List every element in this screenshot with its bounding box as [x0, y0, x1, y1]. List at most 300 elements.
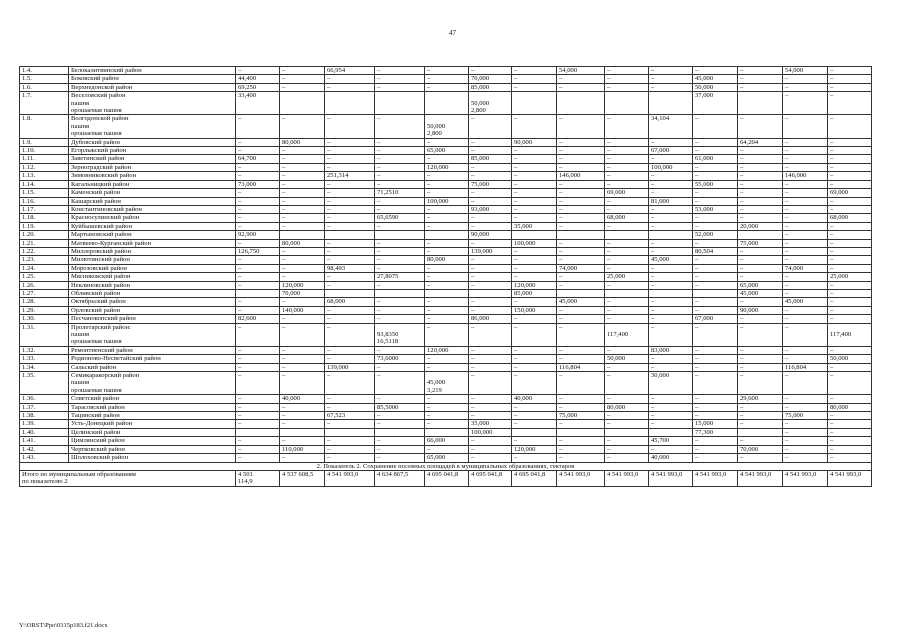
value-cell: –: [693, 197, 738, 205]
value-cell: 82,600: [236, 315, 280, 323]
value-cell: –: [557, 346, 605, 354]
district-name: Советский район: [69, 395, 236, 403]
value-cell: –: [783, 75, 828, 83]
row-number: 1.39.: [20, 420, 69, 428]
district-name: Миллеровский район: [69, 247, 236, 255]
value-cell: –: [828, 306, 872, 314]
value-cell: –: [236, 323, 280, 346]
row-number: 1.16.: [20, 197, 69, 205]
value-cell: –: [512, 298, 557, 306]
value-cell: –: [512, 315, 557, 323]
value-cell: –: [280, 67, 325, 75]
table-row: [20, 306, 872, 314]
value-cell: 140,000: [280, 306, 325, 314]
district-name: Тацинский район: [69, 412, 236, 420]
value-cell: [425, 428, 469, 436]
value-cell: 83,000: [649, 346, 693, 354]
value-cell: –: [236, 445, 280, 453]
value-cell: –: [512, 247, 557, 255]
value-cell: 45,000: [738, 289, 783, 297]
value-cell: –: [783, 256, 828, 264]
value-cell: 120,000: [512, 281, 557, 289]
value-cell: –: [425, 323, 469, 346]
value-cell: –: [738, 363, 783, 371]
value-cell: –: [280, 346, 325, 354]
value-cell: –: [605, 454, 649, 462]
value-cell: –: [236, 395, 280, 403]
district-name: Сальский район: [69, 363, 236, 371]
value-cell: 44,400: [236, 75, 280, 83]
value-cell: –: [469, 67, 512, 75]
data-table: [19, 66, 872, 487]
value-cell: 74,000: [783, 264, 828, 272]
value-cell: –: [557, 372, 605, 395]
value-cell: –: [693, 147, 738, 155]
value-cell: –: [738, 264, 783, 272]
value-cell: –: [738, 163, 783, 171]
value-cell: –: [828, 92, 872, 115]
total-value-cell: 4 541 993,0: [828, 470, 872, 486]
value-cell: –: [469, 372, 512, 395]
value-cell: –: [375, 75, 425, 83]
row-number: 1.28.: [20, 298, 69, 306]
value-cell: –: [738, 323, 783, 346]
district-name: Чертковский район: [69, 445, 236, 453]
value-cell: –: [605, 155, 649, 163]
value-cell: [375, 231, 425, 239]
value-cell: –: [236, 147, 280, 155]
value-cell: –: [512, 83, 557, 91]
value-cell: –: [425, 222, 469, 230]
table-row: [20, 298, 872, 306]
table-row: [20, 363, 872, 371]
row-number: 1.21.: [20, 239, 69, 247]
row-number: 1.7.: [20, 92, 69, 115]
value-cell: –: [783, 163, 828, 171]
value-cell: –: [280, 155, 325, 163]
value-cell: [738, 92, 783, 115]
district-name: Неклиновский район: [69, 281, 236, 289]
value-cell: –: [649, 75, 693, 83]
value-cell: –: [280, 264, 325, 272]
value-cell: –: [325, 315, 375, 323]
value-cell: 75,000: [783, 412, 828, 420]
table-row: [20, 372, 872, 395]
value-cell: 50,000: [605, 355, 649, 363]
value-cell: –: [828, 298, 872, 306]
value-cell: –: [783, 403, 828, 411]
row-number: 1.37.: [20, 403, 69, 411]
value-cell: –: [469, 189, 512, 197]
value-cell: –: [649, 315, 693, 323]
value-cell: –: [605, 247, 649, 255]
total-value-cell: 4 541 993,0: [783, 470, 828, 486]
value-cell: –: [512, 155, 557, 163]
value-cell: –: [236, 264, 280, 272]
value-cell: –: [649, 214, 693, 222]
value-cell: –: [557, 281, 605, 289]
value-cell: –: [783, 92, 828, 115]
value-cell: –: [280, 172, 325, 180]
value-cell: [425, 289, 469, 297]
value-cell: 45,000: [783, 298, 828, 306]
value-cell: –: [469, 454, 512, 462]
row-number: 1.22.: [20, 247, 69, 255]
value-cell: [512, 231, 557, 239]
value-cell: –: [605, 264, 649, 272]
table-row: [20, 273, 872, 281]
footer-file-path: Y:\ORST\Ppo\0315p183.f21.docx: [19, 622, 108, 629]
district-name: Цимлянский район: [69, 437, 236, 445]
value-cell: –: [325, 189, 375, 197]
value-cell: [693, 289, 738, 297]
value-cell: [605, 428, 649, 436]
value-cell: –: [469, 222, 512, 230]
value-cell: –: [557, 163, 605, 171]
value-cell: –: [375, 420, 425, 428]
value-cell: –: [738, 115, 783, 138]
value-cell: 93,000: [469, 205, 512, 213]
value-cell: [649, 92, 693, 115]
value-cell: –: [236, 239, 280, 247]
value-cell: –: [828, 445, 872, 453]
table-row: [20, 346, 872, 354]
table-row: [20, 231, 872, 239]
table-row: [20, 205, 872, 213]
value-cell: 69,000: [828, 189, 872, 197]
section-title: 2. Показатель 2. Сохранение посевных площадей в муниципальных образованиях, гектаров: [20, 462, 872, 470]
value-cell: 71,2510: [375, 189, 425, 197]
value-cell: –: [738, 75, 783, 83]
district-name: Орловский район: [69, 306, 236, 314]
value-cell: –: [828, 147, 872, 155]
value-cell: 45,000 3,219: [425, 372, 469, 395]
value-cell: –: [605, 298, 649, 306]
value-cell: –: [425, 420, 469, 428]
value-cell: 68,000: [325, 298, 375, 306]
table-row: [20, 67, 872, 75]
value-cell: –: [828, 163, 872, 171]
value-cell: –: [783, 289, 828, 297]
value-cell: 90,000: [512, 138, 557, 146]
value-cell: –: [425, 214, 469, 222]
value-cell: –: [512, 355, 557, 363]
value-cell: –: [649, 264, 693, 272]
value-cell: 75,000: [469, 180, 512, 188]
value-cell: –: [738, 214, 783, 222]
table-row: [20, 163, 872, 171]
value-cell: –: [828, 315, 872, 323]
value-cell: –: [425, 363, 469, 371]
value-cell: –: [469, 147, 512, 155]
value-cell: –: [693, 222, 738, 230]
value-cell: –: [738, 180, 783, 188]
value-cell: –: [738, 372, 783, 395]
value-cell: 69,000: [605, 189, 649, 197]
row-number: 1.30.: [20, 315, 69, 323]
value-cell: –: [375, 315, 425, 323]
value-cell: –: [280, 403, 325, 411]
value-cell: –: [325, 281, 375, 289]
value-cell: 67,523: [325, 412, 375, 420]
value-cell: 93,8350 16,5118: [375, 323, 425, 346]
table-row: [20, 147, 872, 155]
value-cell: –: [557, 247, 605, 255]
value-cell: –: [469, 273, 512, 281]
row-number: 1.5.: [20, 75, 69, 83]
value-cell: –: [693, 239, 738, 247]
value-cell: –: [649, 298, 693, 306]
value-cell: –: [783, 205, 828, 213]
value-cell: –: [325, 273, 375, 281]
value-cell: –: [375, 67, 425, 75]
value-cell: [738, 231, 783, 239]
value-cell: –: [557, 454, 605, 462]
value-cell: 100,000: [649, 163, 693, 171]
value-cell: 139,000: [325, 363, 375, 371]
page-number: 47: [449, 29, 456, 37]
value-cell: [236, 428, 280, 436]
value-cell: –: [738, 454, 783, 462]
value-cell: –: [469, 281, 512, 289]
table-row: [20, 437, 872, 445]
row-number: 1.23.: [20, 256, 69, 264]
value-cell: –: [469, 172, 512, 180]
value-cell: –: [469, 437, 512, 445]
value-cell: 69,250: [236, 83, 280, 91]
value-cell: 146,000: [557, 172, 605, 180]
value-cell: 70,000: [469, 75, 512, 83]
value-cell: 86,000: [469, 315, 512, 323]
value-cell: –: [425, 273, 469, 281]
value-cell: –: [375, 281, 425, 289]
value-cell: –: [512, 403, 557, 411]
value-cell: –: [325, 197, 375, 205]
district-name: Родионово-Несветайский район: [69, 355, 236, 363]
value-cell: –: [557, 403, 605, 411]
value-cell: 67,000: [693, 315, 738, 323]
value-cell: –: [783, 83, 828, 91]
value-cell: –: [783, 197, 828, 205]
row-number: 1.34.: [20, 363, 69, 371]
table-row: [20, 189, 872, 197]
value-cell: –: [828, 346, 872, 354]
value-cell: –: [783, 222, 828, 230]
value-cell: –: [280, 355, 325, 363]
value-cell: –: [605, 363, 649, 371]
value-cell: [325, 428, 375, 436]
value-cell: –: [425, 189, 469, 197]
value-cell: –: [469, 403, 512, 411]
table-row: [20, 239, 872, 247]
value-cell: –: [469, 395, 512, 403]
value-cell: –: [693, 323, 738, 346]
row-number: 1.38.: [20, 412, 69, 420]
value-cell: 37,000: [693, 92, 738, 115]
total-value-cell: 4 541 993,0: [557, 470, 605, 486]
row-number: 1.6.: [20, 83, 69, 91]
value-cell: –: [828, 180, 872, 188]
value-cell: –: [783, 395, 828, 403]
table-row: [20, 115, 872, 138]
value-cell: –: [649, 189, 693, 197]
value-cell: –: [236, 115, 280, 138]
value-cell: –: [828, 83, 872, 91]
section-title-row: [20, 462, 872, 470]
value-cell: –: [280, 75, 325, 83]
table-row: [20, 420, 872, 428]
value-cell: –: [236, 222, 280, 230]
value-cell: –: [783, 138, 828, 146]
value-cell: 120,000: [425, 163, 469, 171]
value-cell: –: [649, 412, 693, 420]
value-cell: [236, 289, 280, 297]
value-cell: –: [512, 172, 557, 180]
district-name: Белокалитвинский район: [69, 67, 236, 75]
value-cell: –: [649, 222, 693, 230]
value-cell: –: [236, 172, 280, 180]
value-cell: –: [512, 454, 557, 462]
value-cell: 33,400: [236, 92, 280, 115]
value-cell: –: [236, 306, 280, 314]
value-cell: –: [375, 256, 425, 264]
value-cell: –: [375, 163, 425, 171]
value-cell: –: [375, 306, 425, 314]
district-name: Милютинский район: [69, 256, 236, 264]
value-cell: –: [828, 420, 872, 428]
value-cell: –: [783, 306, 828, 314]
value-cell: –: [738, 205, 783, 213]
value-cell: –: [783, 147, 828, 155]
value-cell: –: [693, 189, 738, 197]
value-cell: –: [783, 428, 828, 436]
row-number: 1.32.: [20, 346, 69, 354]
value-cell: 27,8075: [375, 273, 425, 281]
district-name: Усть-Донецкий район: [69, 420, 236, 428]
value-cell: [469, 289, 512, 297]
value-cell: –: [605, 420, 649, 428]
value-cell: –: [280, 437, 325, 445]
value-cell: 64,700: [236, 155, 280, 163]
value-cell: –: [828, 67, 872, 75]
value-cell: –: [828, 372, 872, 395]
value-cell: 75,000: [738, 239, 783, 247]
value-cell: –: [557, 273, 605, 281]
district-name: Обливский район: [69, 289, 236, 297]
district-name: Константиновский район: [69, 205, 236, 213]
row-number: 1.31.: [20, 323, 69, 346]
table-row: [20, 355, 872, 363]
value-cell: –: [557, 75, 605, 83]
value-cell: 139,000: [469, 247, 512, 255]
value-cell: –: [280, 363, 325, 371]
value-cell: –: [783, 420, 828, 428]
value-cell: –: [557, 155, 605, 163]
value-cell: –: [280, 83, 325, 91]
value-cell: –: [649, 138, 693, 146]
table-row: [20, 83, 872, 91]
value-cell: 35,000: [469, 420, 512, 428]
value-cell: –: [280, 298, 325, 306]
value-cell: –: [693, 454, 738, 462]
value-cell: –: [783, 437, 828, 445]
value-cell: –: [469, 346, 512, 354]
value-cell: –: [325, 75, 375, 83]
value-cell: –: [828, 222, 872, 230]
value-cell: –: [425, 298, 469, 306]
value-cell: –: [512, 323, 557, 346]
row-number: 1.41.: [20, 437, 69, 445]
value-cell: –: [325, 403, 375, 411]
value-cell: –: [280, 256, 325, 264]
value-cell: –: [738, 273, 783, 281]
district-name: Морозовский район: [69, 264, 236, 272]
district-name: Каменский район: [69, 189, 236, 197]
value-cell: 100,000: [425, 197, 469, 205]
value-cell: [512, 92, 557, 115]
district-name: Матвеево-Курганский район: [69, 239, 236, 247]
value-cell: [280, 428, 325, 436]
table-row: [20, 155, 872, 163]
table-row: [20, 315, 872, 323]
value-cell: 45,000: [649, 256, 693, 264]
value-cell: 30,000: [649, 372, 693, 395]
value-cell: –: [828, 247, 872, 255]
value-cell: –: [693, 214, 738, 222]
value-cell: –: [236, 189, 280, 197]
value-cell: –: [375, 346, 425, 354]
value-cell: 120,000: [280, 281, 325, 289]
value-cell: –: [325, 205, 375, 213]
value-cell: –: [783, 273, 828, 281]
row-number: 1.42.: [20, 445, 69, 453]
value-cell: –: [375, 205, 425, 213]
value-cell: –: [375, 138, 425, 146]
value-cell: 65,000: [425, 147, 469, 155]
value-cell: –: [693, 395, 738, 403]
value-cell: –: [649, 281, 693, 289]
value-cell: –: [375, 115, 425, 138]
value-cell: –: [280, 247, 325, 255]
value-cell: –: [738, 315, 783, 323]
table-row: [20, 454, 872, 462]
row-number: 1.29.: [20, 306, 69, 314]
value-cell: 35,000: [512, 222, 557, 230]
value-cell: –: [469, 355, 512, 363]
value-cell: –: [236, 412, 280, 420]
value-cell: –: [236, 197, 280, 205]
value-cell: –: [828, 205, 872, 213]
value-cell: [605, 231, 649, 239]
value-cell: –: [280, 323, 325, 346]
table-row: [20, 395, 872, 403]
value-cell: –: [605, 83, 649, 91]
value-cell: –: [649, 172, 693, 180]
value-cell: –: [693, 115, 738, 138]
value-cell: 64,204: [738, 138, 783, 146]
value-cell: –: [375, 445, 425, 453]
value-cell: –: [280, 412, 325, 420]
district-name: Дубовский район: [69, 138, 236, 146]
value-cell: –: [783, 281, 828, 289]
district-name: Зерноградский район: [69, 163, 236, 171]
value-cell: –: [280, 222, 325, 230]
value-cell: [325, 92, 375, 115]
value-cell: 74,000: [557, 264, 605, 272]
value-cell: –: [375, 395, 425, 403]
value-cell: –: [512, 189, 557, 197]
value-cell: –: [783, 445, 828, 453]
